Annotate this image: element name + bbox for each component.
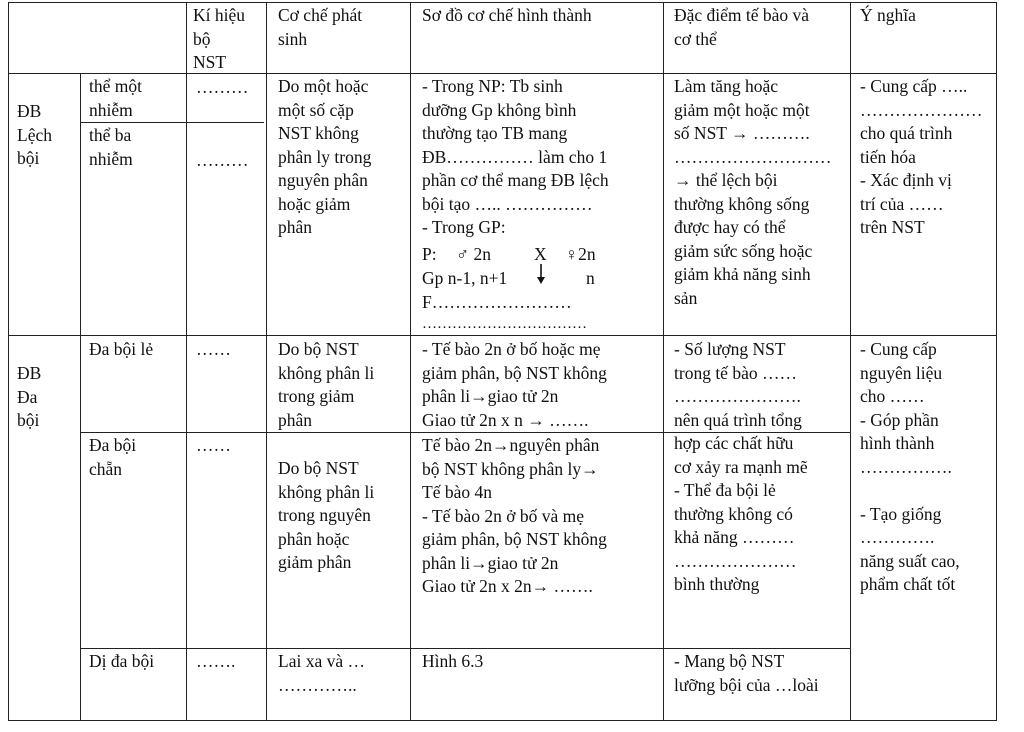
header-co-che	[278, 4, 362, 51]
table-border-top	[8, 2, 997, 3]
cell-text-line: trong tế bào ……	[674, 362, 797, 383]
table-border-bottom	[8, 720, 997, 721]
cell-text-line: một số cặp	[278, 99, 354, 120]
cell-text-line: cơ xảy ra mạnh mẽ	[674, 456, 808, 477]
cell-text-line: Đa bội	[89, 435, 137, 455]
cell-text-line: Làm tăng hoặc	[674, 76, 778, 96]
cell-text-line: thể ba	[89, 125, 132, 145]
cell-text-line: ĐB	[17, 101, 42, 121]
cell-text-line: ………….	[860, 527, 935, 547]
row-separator-mot-ba	[80, 122, 264, 123]
cell-text-line: thể một	[89, 76, 142, 96]
cell-text-line: giảm sức sống hoặc	[674, 240, 813, 261]
cell-text-line: phần cơ thể mang ĐB lệch	[422, 170, 609, 190]
cell-text-line: - Cung cấp	[860, 339, 937, 359]
so-do-lech-boi	[422, 75, 609, 240]
cell-text-line: - Tạo giống	[860, 503, 942, 524]
cross-female: ♀2n	[565, 244, 596, 264]
cell-text-line: giảm một hoặc một	[674, 99, 810, 120]
cell-text-line: trong nguyên	[278, 505, 371, 525]
type-da-boi-le	[89, 338, 153, 362]
cell-text-line: …………………	[674, 550, 797, 571]
down-arrow-icon	[536, 263, 546, 285]
cell-text-line: → thể lệch bội	[674, 170, 778, 190]
co-che-lech-boi	[278, 75, 371, 240]
ki-hieu-da-boi-le	[196, 338, 231, 362]
co-che-di-da-boi	[278, 650, 365, 697]
cross-p-label: P:	[422, 244, 437, 264]
cell-text-line: ĐB…………… làm cho 1	[422, 146, 608, 167]
cell-text-line: phẩm chất tốt	[860, 574, 956, 594]
cell-text-line: trong giảm	[278, 386, 355, 406]
cell-text-line: tiến hóa	[860, 146, 916, 167]
cell-text-line: sinh	[278, 28, 308, 49]
dac-diem-da-boi	[674, 338, 808, 597]
cell-text-line: …………………	[860, 99, 983, 120]
cell-text-line: ………	[196, 77, 249, 97]
ki-hieu-di-da-boi	[196, 650, 235, 674]
cell-text-line: ………………….	[674, 386, 801, 406]
type-the-mot-nhiem	[89, 75, 142, 122]
cell-text-line: Hình 6.3	[422, 651, 484, 671]
cell-text-line: bội	[17, 148, 40, 168]
row-separator-chan-di	[80, 648, 850, 649]
cell-text-line: Lai xa và …	[278, 651, 365, 671]
cross-x: X	[534, 244, 547, 264]
cell-text-line: - Thể đa bội lẻ	[674, 480, 776, 500]
ki-hieu-ba-nhiem	[196, 149, 249, 173]
cell-text-line: bộ	[193, 28, 211, 49]
col-line-6	[850, 2, 851, 721]
cell-text-line: Do bộ NST	[278, 339, 359, 359]
y-nghia-lech-boi	[860, 75, 983, 240]
group-label-lech-boi	[17, 100, 52, 171]
header-y-nghia	[860, 4, 916, 28]
cell-text-line: Dị đa bội	[89, 651, 155, 671]
cell-text-line: cơ thể	[674, 28, 717, 49]
cell-text-line: trí của ……	[860, 193, 944, 214]
cross-n: n	[586, 268, 595, 288]
cell-text-line: Tế bào 4n	[422, 482, 492, 502]
type-the-ba-nhiem	[89, 124, 133, 171]
cross-gp: Gp n-1, n+1	[422, 268, 508, 288]
cross-f-continued: ……………………………	[422, 316, 587, 332]
cell-text-line: - Số lượng NST	[674, 339, 786, 359]
ki-hieu-mot-nhiem	[196, 76, 249, 100]
cell-text-line: năng suất cao,	[860, 550, 960, 571]
cross-f: F……………………	[422, 292, 572, 312]
col-line-2	[186, 2, 187, 721]
cell-text-line: Kí hiệu	[193, 5, 246, 25]
header-dac-diem	[674, 4, 809, 51]
cell-text-line: ……	[196, 435, 231, 455]
cell-text-line: không phân li	[278, 481, 375, 502]
cell-text-line: - Trong NP: Tb sinh	[422, 76, 563, 96]
cell-text-line: ĐB	[17, 363, 42, 383]
cell-text-line: thường không sống	[674, 193, 810, 214]
cell-text-line: bội	[17, 410, 40, 430]
header-so-do	[422, 4, 592, 28]
cell-text-line: - Góp phần	[860, 409, 939, 430]
col-line-3	[266, 2, 267, 721]
cell-text-line: Đa bội lẻ	[89, 339, 154, 359]
cell-text-line: …….	[196, 651, 236, 671]
col-line-1	[80, 73, 81, 721]
table-border-left	[8, 2, 9, 721]
cell-text-line: phân li→giao tử 2n	[422, 552, 559, 573]
dac-diem-lech-boi	[674, 75, 832, 310]
cell-text-line: …………….	[860, 456, 952, 477]
cell-text-line: giảm phân, bộ NST không	[422, 362, 607, 383]
cell-text-line: Ý nghĩa	[860, 5, 916, 25]
cell-text-line: - Tế bào 2n ở bố hoặc mẹ	[422, 339, 601, 359]
cell-text-line: nhiễm	[89, 148, 133, 169]
header-separator	[8, 73, 997, 74]
cell-text-line: giảm phân, bộ NST không	[422, 529, 607, 549]
cell-text-line: NST	[193, 52, 227, 72]
so-do-da-boi-chan	[422, 434, 607, 599]
cell-text-line: bình thường	[674, 574, 760, 594]
cell-text-line: Giao tử 2n x 2n→ …….	[422, 576, 593, 596]
type-da-boi-chan	[89, 434, 136, 481]
cell-text-line: phân hoặc	[278, 528, 350, 549]
cell-text-line: lưỡng bội của …loài	[674, 674, 819, 695]
cell-text-line: giảm khả năng sinh	[674, 264, 811, 284]
cell-text-line: Giao tử 2n x n → …….	[422, 409, 589, 430]
cell-text-line: chẵn	[89, 458, 123, 479]
cell-text-line: phân	[278, 409, 313, 430]
cell-text-line: phân	[278, 217, 313, 237]
cell-text-line: khả năng ………	[674, 527, 795, 547]
cell-text-line: trên NST	[860, 217, 925, 237]
cell-text-line: - Cung cấp …..	[860, 76, 968, 96]
cell-text-line: nguyên phân	[278, 170, 368, 190]
cell-text-line: không phân li	[278, 362, 375, 383]
col-line-4	[410, 2, 411, 721]
cell-text-line: bộ NST không phân ly→	[422, 458, 599, 479]
cell-text-line: cho ……	[860, 386, 925, 406]
cell-text-line: ……	[196, 339, 231, 359]
cell-text-line: nguyên liệu	[860, 362, 943, 383]
dac-diem-di-da-boi	[674, 650, 819, 697]
co-che-da-boi-le	[278, 338, 374, 432]
cell-text-line: ………………………	[674, 146, 832, 167]
cell-text-line: thường tạo TB mang	[422, 123, 568, 143]
cell-text-line: - Mang bộ NST	[674, 651, 785, 671]
cell-text-line: Đặc điểm tế bào và	[674, 5, 810, 25]
cell-text-line: NST không	[278, 123, 359, 143]
type-di-da-boi	[89, 650, 154, 674]
cell-text-line: bội tạo ….. ……………	[422, 193, 593, 214]
table-border-right	[996, 2, 997, 721]
cell-text-line: phân li→giao tử 2n	[422, 386, 559, 406]
cell-text-line: thường không có	[674, 503, 793, 524]
cell-text-line: giảm phân	[278, 552, 352, 572]
cell-text-line: hình thành	[860, 433, 935, 453]
cell-text-line: …………..	[278, 674, 357, 695]
cell-text-line: nhiễm	[89, 99, 133, 120]
cell-text-line: hoặc giảm	[278, 193, 351, 214]
cell-text-line: Lệch	[17, 124, 52, 145]
col-line-5	[663, 2, 664, 721]
cell-text-line: Sơ đồ cơ chế hình thành	[422, 5, 592, 25]
cell-text-line: hợp các chất hữu	[674, 433, 794, 453]
cell-text-line: Tế bào 2n→nguyên phân	[422, 435, 600, 455]
co-che-da-boi-chan	[278, 457, 374, 575]
cell-text-line: nên quá trình tổng	[674, 409, 802, 430]
cell-text-line: được hay có thể	[674, 217, 786, 237]
cell-text-line: - Trong GP:	[422, 217, 506, 237]
cell-text-line: cho quá trình	[860, 123, 953, 143]
cell-text-line: ………	[196, 150, 249, 170]
cell-text-line: số NST → ……….	[674, 123, 810, 143]
cell-text-line: dưỡng Gp không bình	[422, 99, 577, 120]
cell-text-line	[860, 479, 960, 503]
y-nghia-da-boi	[860, 338, 960, 597]
cross-male: ♂ 2n	[456, 244, 491, 264]
so-do-da-boi-le	[422, 338, 607, 432]
cell-text-line: - Xác định vị	[860, 170, 952, 190]
cell-text-line: phân ly trong	[278, 146, 372, 167]
cell-text-line: Do bộ NST	[278, 458, 359, 478]
cell-text-line: Cơ chế phát	[278, 5, 363, 25]
so-do-di-da-boi	[422, 650, 483, 674]
cell-text-line: Do một hoặc	[278, 76, 369, 96]
header-ki-hieu	[193, 4, 245, 75]
ki-hieu-da-boi-chan	[196, 434, 231, 458]
cell-text-line: - Tế bào 2n ở bố và mẹ	[422, 505, 585, 526]
cell-text-line: Đa	[17, 386, 38, 407]
cell-text-line: sản	[674, 287, 698, 308]
group-label-da-boi	[17, 362, 41, 433]
